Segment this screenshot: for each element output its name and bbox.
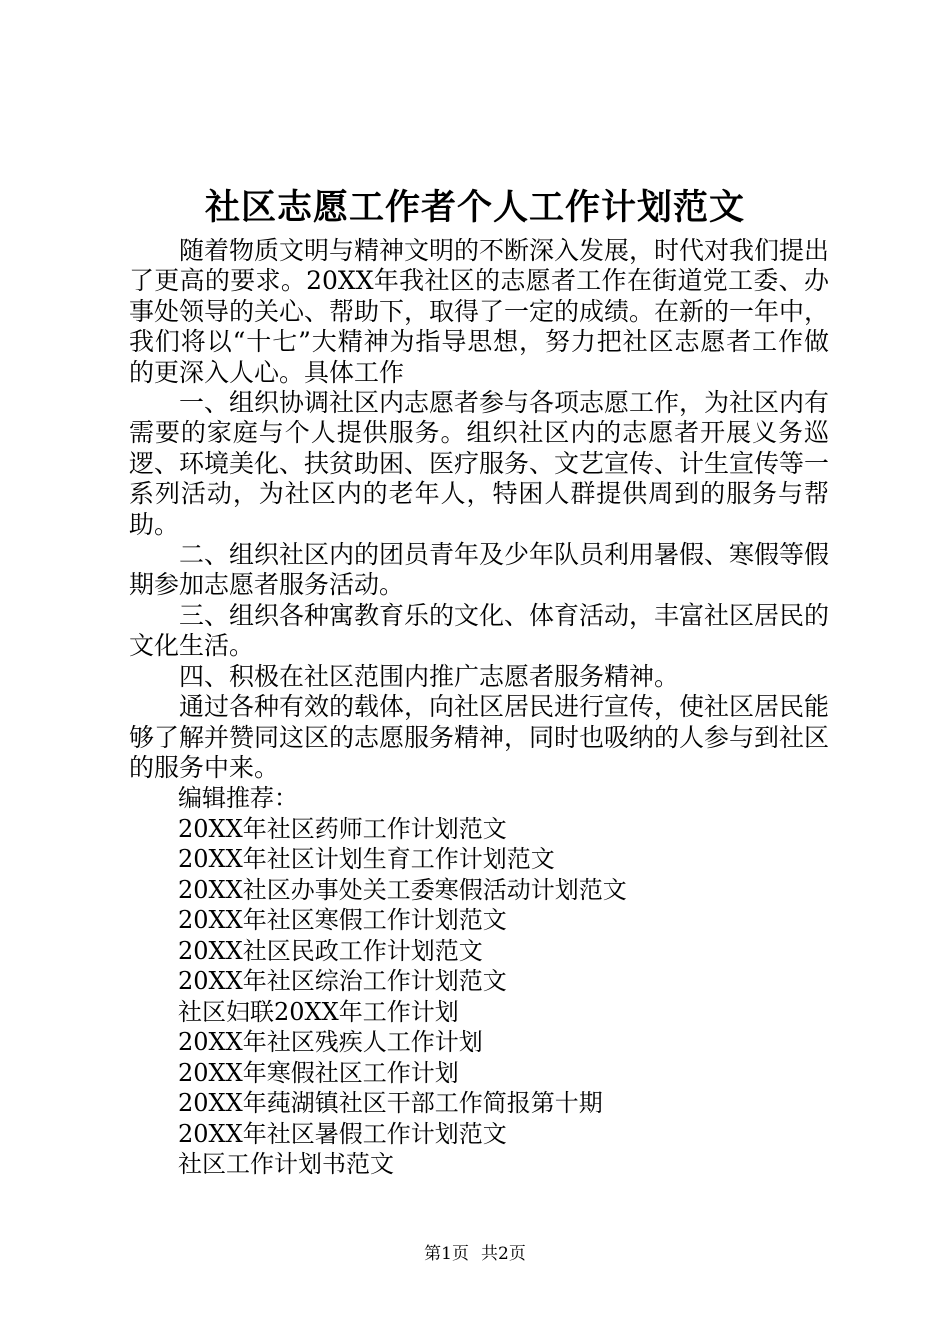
- intro-paragraph: 随着物质文明与精神文明的不断深入发展，时代对我们提出了更高的要求。20XX年我社区的志愿者工作在街道党工委、办事处领导的关心、帮助下，取得了一定的成绩。在新的一年中，我们将以“十七”大精神为指导思想，努力把社区志愿者工作做的更深入人心。具体工作: [129, 236, 830, 387]
- recommend-label: 编辑推荐：: [178, 784, 298, 812]
- document-title: 社区志愿工作者个人工作计划范文: [204, 187, 745, 228]
- page-total: 共2页: [481, 1244, 526, 1264]
- page-number: 第1页: [424, 1244, 469, 1264]
- paragraph-item-3: 三、组织各种寓教育乐的文化、体育活动，丰富社区居民的文化生活。: [129, 600, 830, 661]
- recommend-link[interactable]: 20XX年社区寒假工作计划范文: [178, 906, 507, 934]
- recommend-link[interactable]: 20XX年莼湖镇社区干部工作简报第十期: [178, 1089, 603, 1117]
- closing-paragraph: 通过各种有效的载体，向社区居民进行宣传，使社区居民能够了解并赞同这区的志愿服务精神，同时也吸纳的人参与到社区的服务中来。: [129, 692, 830, 782]
- paragraph-item-4: 四、积极在社区范围内推广志愿者服务精神。: [179, 661, 680, 691]
- recommend-section: [178, 783, 828, 1180]
- page-footer: [0, 1242, 950, 1266]
- document-body: [129, 236, 829, 783]
- recommend-link[interactable]: 20XX社区办事处关工委寒假活动计划范文: [178, 875, 627, 904]
- recommend-link[interactable]: 20XX年社区残疾人工作计划: [178, 1028, 483, 1056]
- recommend-link[interactable]: 20XX年社区计划生育工作计划范文: [178, 845, 555, 873]
- recommend-link[interactable]: 社区妇联20XX年工作计划: [178, 997, 459, 1026]
- recommend-link[interactable]: 20XX社区民政工作计划范文: [178, 936, 483, 965]
- paragraph-item-1: 一、组织协调社区内志愿者参与各项志愿工作，为社区内有需要的家庭与个人提供服务。组织社区内的志愿者开展义务巡逻、环境美化、扶贫助困、医疗服务、文艺宣传、计生宣传等一系列活动，为社区内的老年人，特困人群提供周到的服务与帮助。: [129, 388, 830, 539]
- recommend-link[interactable]: 20XX年寒假社区工作计划: [178, 1058, 459, 1087]
- recommend-link[interactable]: 20XX年社区综治工作计划范文: [178, 967, 507, 995]
- recommend-link[interactable]: 20XX年社区药师工作计划范文: [178, 814, 507, 843]
- recommend-link[interactable]: 20XX年社区暑假工作计划范文: [178, 1119, 507, 1148]
- paragraph-item-2: 二、组织社区内的团员青年及少年队员利用暑假、寒假等假期参加志愿者服务活动。: [129, 540, 830, 600]
- recommend-link[interactable]: 社区工作计划书范文: [178, 1150, 394, 1178]
